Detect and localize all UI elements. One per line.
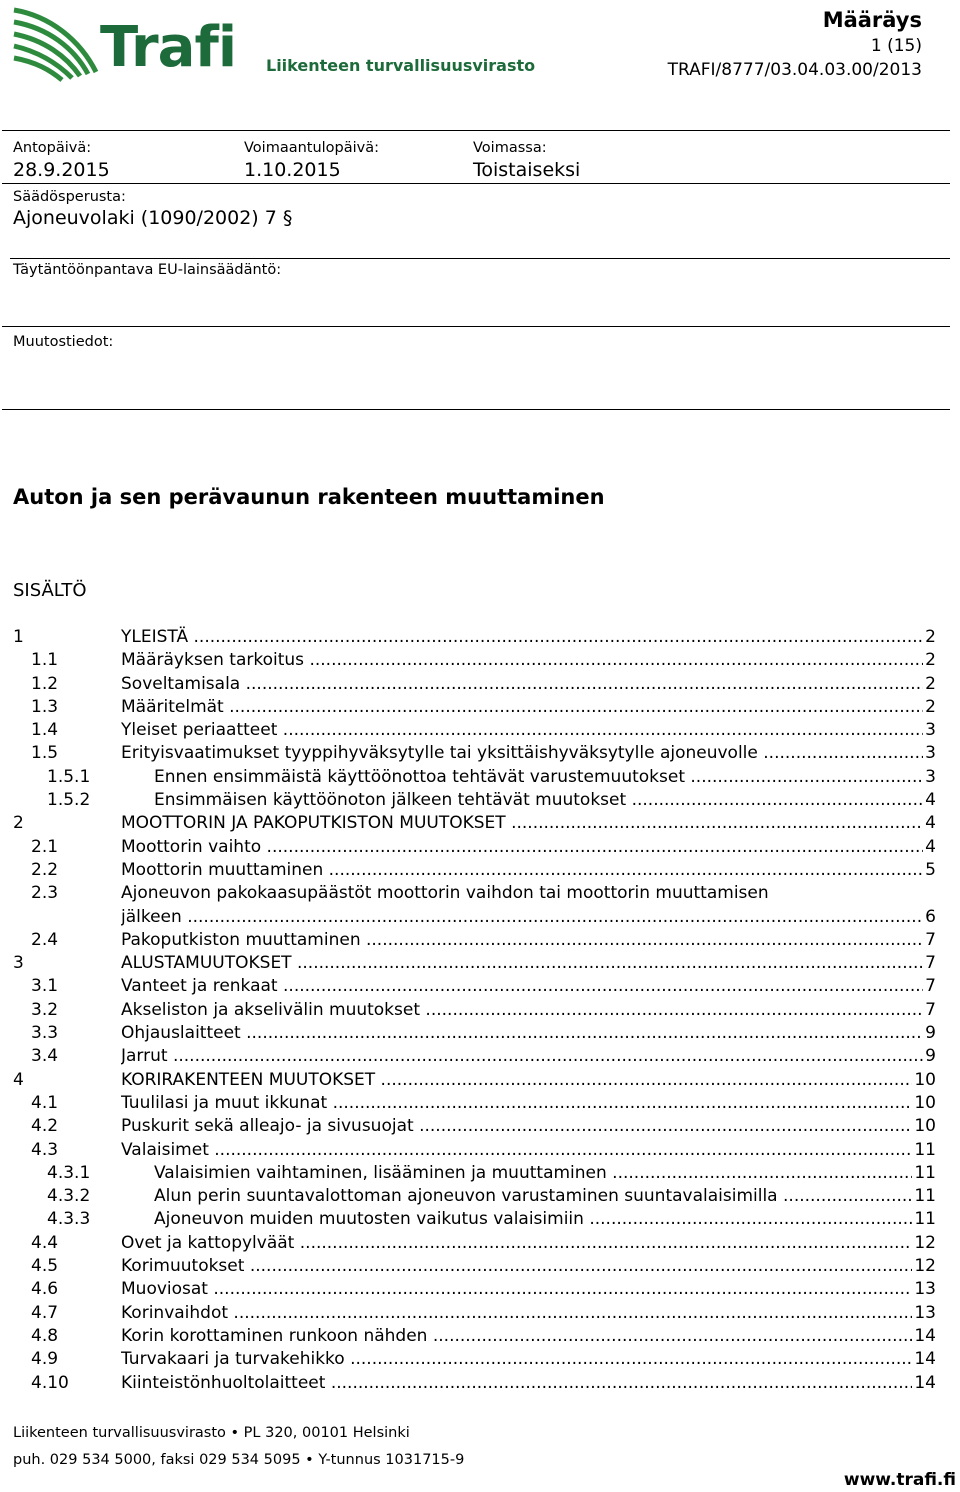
toc-entry-title: Korinvaihdot ..... <box>121 1302 936 1325</box>
toc-entry-title: Turvakaari ja turvakehikko ..... <box>121 1348 936 1371</box>
toc-entry-page: 5 <box>925 859 936 880</box>
toc-entry[interactable] <box>0 1185 960 1208</box>
toc-entry-page: 4 <box>925 836 936 857</box>
toc-entry[interactable] <box>0 1208 960 1231</box>
toc-entry-continuation[interactable] <box>0 906 960 929</box>
toc-entry-title: Ajoneuvon muiden muutosten vaikutus valaisimiin ..... <box>154 1208 936 1231</box>
toc-entry-number: 4.3 <box>31 1139 59 1160</box>
toc-entry-number: 4.3.2 <box>47 1186 91 1207</box>
toc-entry-title: Puskurit sekä alleajo- ja sivusuojat ..... <box>121 1115 936 1138</box>
divider <box>2 409 950 410</box>
toc-entry-title: Ajoneuvon pakokaasupäästöt moottorin vaihdon tai moottorin muuttamisen <box>121 883 769 904</box>
toc-entry[interactable] <box>0 1092 960 1115</box>
toc-entry[interactable] <box>0 812 960 835</box>
toc-entry-page: 11 <box>914 1209 936 1230</box>
toc-entry-title: ALUSTAMUUTOKSET ..... <box>121 952 936 975</box>
toc-entry-page: 7 <box>925 929 936 950</box>
toc-entry-title: Ensimmäisen käyttöönoton jälkeen tehtävät muutokset ..... <box>154 789 936 812</box>
toc-entry-page: 13 <box>914 1279 936 1300</box>
toc-entry-page: 14 <box>914 1325 936 1346</box>
toc-entry[interactable] <box>0 1115 960 1138</box>
toc-entry[interactable] <box>0 1045 960 1068</box>
toc-entry-page: 10 <box>914 1069 936 1090</box>
toc-entry-number: 1.1 <box>31 650 59 671</box>
toc-entry[interactable] <box>0 626 960 649</box>
toc-entry-number: 3.1 <box>31 976 59 997</box>
toc-entry[interactable] <box>0 1325 960 1348</box>
toc-entry-number: 3 <box>13 953 24 974</box>
toc-entry-number: 2.2 <box>31 859 59 880</box>
toc-entry-page: 2 <box>925 650 936 671</box>
toc-entry-title: Soveltamisala ..... <box>121 673 936 696</box>
toc-entry[interactable] <box>0 1069 960 1092</box>
toc-entry-page: 10 <box>914 1092 936 1113</box>
toc-entry-title: Ennen ensimmäistä käyttöönottoa tehtävät varustemuutokset ..... <box>154 766 936 789</box>
toc-entry-page: 11 <box>914 1162 936 1183</box>
toc-entry-title: Korin korottaminen runkoon nähden ..... <box>121 1325 936 1348</box>
toc-entry[interactable] <box>0 1348 960 1371</box>
logo-swoosh-icon <box>10 6 110 86</box>
toc-entry-title: Kiinteistönhuoltolaitteet ..... <box>121 1372 936 1395</box>
valid-value: Toistaiseksi <box>473 159 581 181</box>
toc-entry-number: 2.3 <box>31 883 59 904</box>
toc-entry-page: 7 <box>925 953 936 974</box>
logo-subtitle: Liikenteen turvallisuusvirasto <box>266 56 536 75</box>
toc-entry-number: 3.4 <box>31 1046 59 1067</box>
toc-entry-number: 3.2 <box>31 999 59 1020</box>
document-type: Määräys <box>822 8 922 32</box>
toc-entry-title: YLEISTÄ ..... <box>121 626 936 649</box>
toc-entry-title: Erityisvaatimukset tyyppihyväksytylle tai yksittäishyväksytylle ajoneuvolle ..... <box>121 742 936 765</box>
toc-entry[interactable] <box>0 929 960 952</box>
toc-entry-number: 2.4 <box>31 929 59 950</box>
toc-entry-title: Tuulilasi ja muut ikkunat ..... <box>121 1092 936 1115</box>
toc-entry-title: KORIRAKENTEEN MUUTOKSET ..... <box>121 1069 936 1092</box>
divider <box>2 183 950 184</box>
toc-entry-title: Ohjauslaitteet ..... <box>121 1022 936 1045</box>
toc-entry-page: 3 <box>925 743 936 764</box>
toc-entry-page: 12 <box>914 1232 936 1253</box>
toc-entry-number: 4.9 <box>31 1349 59 1370</box>
issued-label: Antopäivä: <box>13 140 92 156</box>
toc-entry[interactable] <box>0 742 960 765</box>
basis-label: Säädösperusta: <box>13 189 126 205</box>
toc-entry-number: 4 <box>13 1069 24 1090</box>
toc-entry[interactable] <box>0 1372 960 1395</box>
toc-entry[interactable] <box>0 1232 960 1255</box>
toc-entry-page: 2 <box>925 673 936 694</box>
valid-label: Voimassa: <box>473 140 547 156</box>
toc-entry-title: Akseliston ja akselivälin muutokset ..... <box>121 999 936 1022</box>
toc-entry-title: Määräyksen tarkoitus ..... <box>121 649 936 672</box>
toc-entry[interactable] <box>0 999 960 1022</box>
eu-label: Täytäntöönpantava EU-lainsäädäntö: <box>13 262 282 278</box>
toc-entry[interactable] <box>0 1162 960 1185</box>
toc-entry-page: 4 <box>925 790 936 811</box>
toc-entry-number: 4.5 <box>31 1256 59 1277</box>
toc-entry[interactable] <box>0 836 960 859</box>
toc-entry[interactable] <box>0 1139 960 1162</box>
toc-entry[interactable] <box>0 1255 960 1278</box>
toc-entry-page: 3 <box>925 766 936 787</box>
page-title: Auton ja sen perävaunun rakenteen muuttaminen <box>13 485 605 509</box>
toc-entry[interactable] <box>0 719 960 742</box>
toc-entry-title: Pakoputkiston muuttaminen ..... <box>121 929 936 952</box>
toc-entry-number: 1.2 <box>31 673 59 694</box>
toc-entry-title: Ovet ja kattopylväät ..... <box>121 1232 936 1255</box>
toc-entry[interactable] <box>0 766 960 789</box>
website-link[interactable]: www.trafi.fi <box>843 1470 956 1490</box>
toc-entry-page: 14 <box>914 1372 936 1393</box>
toc-entry-number: 1.5.1 <box>47 766 91 787</box>
toc-entry-title: Alun perin suuntavalottoman ajoneuvon varustaminen suuntavalaisimilla ..... <box>154 1185 936 1208</box>
toc-entry-number: 4.8 <box>31 1325 59 1346</box>
toc-entry-title: Valaisimet ..... <box>121 1139 936 1162</box>
toc-entry-title: Moottorin vaihto ..... <box>121 836 936 859</box>
logo-wordmark: Trafi <box>100 15 237 80</box>
toc-entry[interactable] <box>0 649 960 672</box>
toc-entry-page: 3 <box>925 720 936 741</box>
divider <box>2 326 950 327</box>
toc-entry[interactable] <box>0 673 960 696</box>
toc-entry-title: Jarrut ..... <box>121 1045 936 1068</box>
document-id: TRAFI/8777/03.04.03.00/2013 <box>667 60 922 80</box>
toc-entry[interactable] <box>0 882 960 905</box>
toc-entry[interactable] <box>0 952 960 975</box>
toc-entry[interactable] <box>0 1302 960 1325</box>
toc-entry-title: Moottorin muuttaminen ..... <box>121 859 936 882</box>
changes-label: Muutostiedot: <box>13 334 114 350</box>
toc-entry-page: 14 <box>914 1349 936 1370</box>
toc-heading: SISÄLTÖ <box>13 580 87 601</box>
toc-entry-title: Yleiset periaatteet ..... <box>121 719 936 742</box>
toc-entry[interactable] <box>0 696 960 719</box>
toc-entry[interactable] <box>0 859 960 882</box>
toc-entry-page: 13 <box>914 1302 936 1323</box>
toc-entry[interactable] <box>0 975 960 998</box>
footer-contact: puh. 029 534 5000, faksi 029 534 5095 • Y-tunnus 1031715-9 <box>13 1452 465 1468</box>
toc-entry-number: 4.3.1 <box>47 1162 91 1183</box>
toc-entry-title: Määritelmät ..... <box>121 696 936 719</box>
toc-entry[interactable] <box>0 789 960 812</box>
toc-entry-number: 4.6 <box>31 1279 59 1300</box>
footer-address: Liikenteen turvallisuusvirasto • PL 320, 00101 Helsinki <box>13 1425 410 1441</box>
toc-entry-number: 2.1 <box>31 836 59 857</box>
toc-entry-page: 7 <box>925 976 936 997</box>
toc-entry-number: 1.4 <box>31 720 59 741</box>
toc-entry-title: jälkeen ..... <box>121 906 936 929</box>
toc-entry-number: 4.3.3 <box>47 1209 91 1230</box>
toc-entry-title: Vanteet ja renkaat ..... <box>121 975 936 998</box>
toc-entry-title: Muoviosat ..... <box>121 1278 936 1301</box>
toc-entry-title: Valaisimien vaihtaminen, lisääminen ja muuttaminen ..... <box>154 1162 936 1185</box>
toc-entry[interactable] <box>0 1278 960 1301</box>
toc-entry-page: 11 <box>914 1186 936 1207</box>
toc-entry-number: 4.10 <box>31 1372 69 1393</box>
toc-entry-number: 2 <box>13 813 24 834</box>
toc-entry-number: 4.1 <box>31 1092 59 1113</box>
divider <box>10 258 950 259</box>
toc-entry-number: 4.7 <box>31 1302 59 1323</box>
toc-entry-page: 6 <box>925 906 936 927</box>
toc-entry-page: 2 <box>925 627 936 647</box>
table-of-contents <box>0 626 960 1395</box>
page-indicator: 1 (15) <box>870 36 922 56</box>
toc-entry-number: 1 <box>13 627 24 647</box>
toc-entry-number: 1.5.2 <box>47 790 91 811</box>
toc-entry[interactable] <box>0 1022 960 1045</box>
toc-entry-page: 10 <box>914 1116 936 1137</box>
toc-entry-page: 7 <box>925 999 936 1020</box>
toc-entry-page: 4 <box>925 813 936 834</box>
toc-entry-title: Korimuutokset ..... <box>121 1255 936 1278</box>
toc-entry-page: 12 <box>914 1256 936 1277</box>
toc-entry-page: 9 <box>925 1046 936 1067</box>
basis-value: Ajoneuvolaki (1090/2002) 7 § <box>13 207 293 229</box>
effective-label: Voimaantulopäivä: <box>244 140 380 156</box>
toc-entry-number: 1.5 <box>31 743 59 764</box>
toc-entry-title: MOOTTORIN JA PAKOPUTKISTON MUUTOKSET ..... <box>121 812 936 835</box>
issued-value: 28.9.2015 <box>13 159 110 181</box>
toc-entry-page: 2 <box>925 696 936 717</box>
toc-entry-page: 11 <box>914 1139 936 1160</box>
toc-entry-number: 1.3 <box>31 696 59 717</box>
toc-entry-number: 4.2 <box>31 1116 59 1137</box>
toc-entry-number: 3.3 <box>31 1023 59 1044</box>
toc-entry-page: 9 <box>925 1023 936 1044</box>
toc-entry-number: 4.4 <box>31 1232 59 1253</box>
divider <box>2 130 950 131</box>
effective-value: 1.10.2015 <box>244 159 341 181</box>
